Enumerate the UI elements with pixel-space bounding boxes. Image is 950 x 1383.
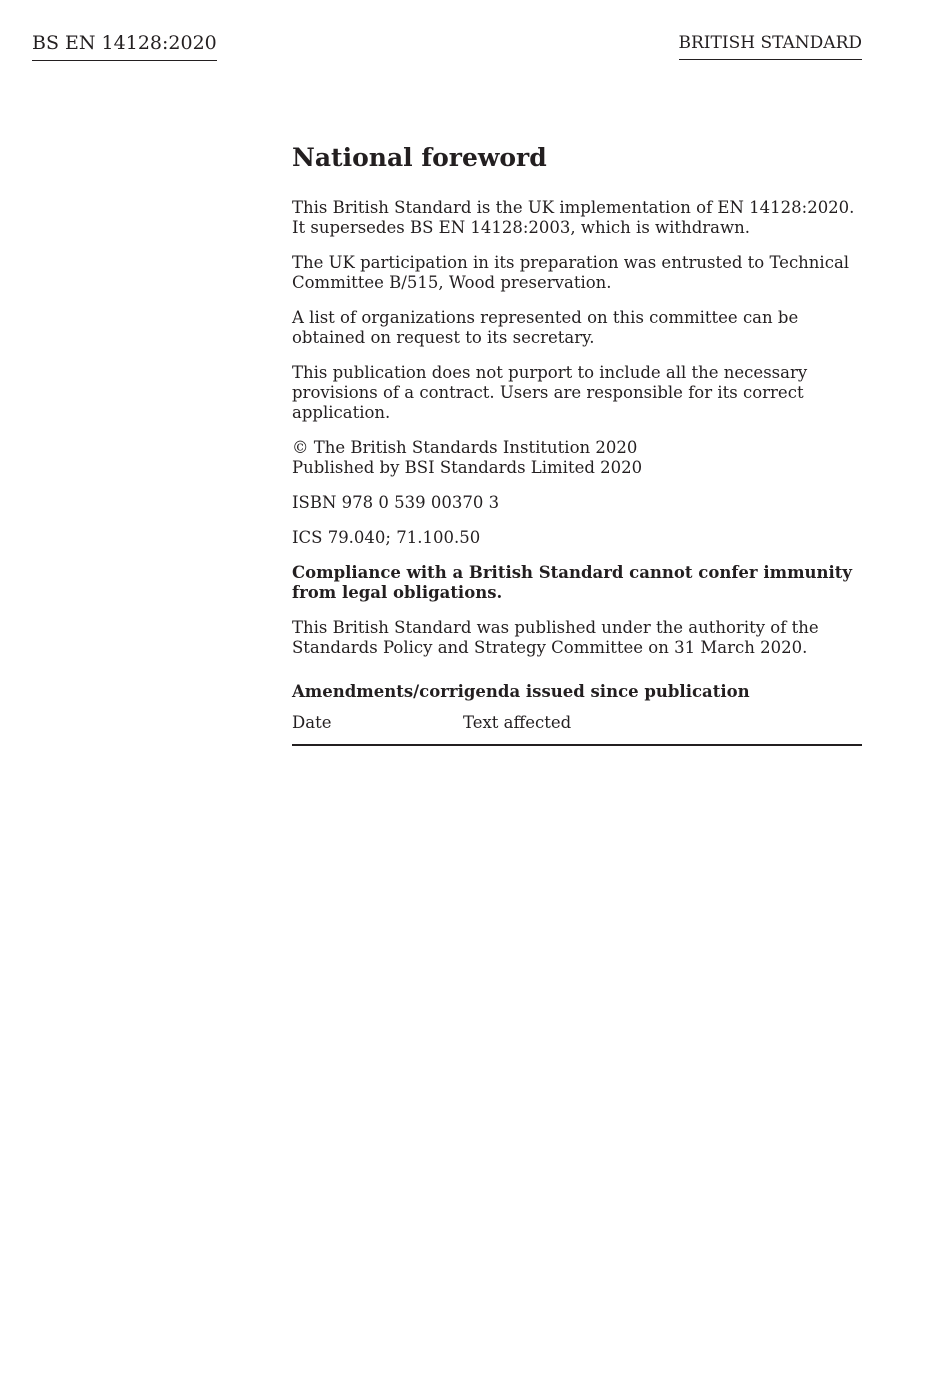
running-head-category: BRITISH STANDARD: [679, 32, 862, 60]
amendments-column-text-affected: Text affected: [463, 713, 572, 732]
compliance-statement: Compliance with a British Standard cannot confer immunity from legal obligations.: [292, 563, 853, 602]
copyright-block: [292, 438, 862, 478]
committee-paragraph: The UK participation in its preparation was entrusted to Technical Committee B/515, Wood preservation.: [292, 253, 850, 292]
national-foreword-section: [292, 140, 862, 746]
page-title: National foreword: [292, 143, 547, 172]
ics-line: ICS 79.040; 71.100.50: [292, 528, 481, 547]
amendments-table-header: [292, 713, 862, 746]
authority-paragraph: This British Standard was published under the authority of the Standards Policy and Strategy Committee on 31 March 2020.: [292, 618, 819, 657]
amendments-column-date: Date: [292, 713, 332, 732]
publisher-line: Published by BSI Standards Limited 2020: [292, 458, 643, 477]
implementation-paragraph: This British Standard is the UK implementation of EN 14128:2020. It supersedes BS EN 14128:2003, which is withdrawn.: [292, 198, 855, 237]
isbn-line: ISBN 978 0 539 00370 3: [292, 493, 500, 512]
provisions-paragraph: This publication does not purport to include all the necessary provisions of a contract. Users are responsible for its correct application.: [292, 363, 808, 422]
amendments-heading: Amendments/corrigenda issued since publication: [292, 682, 750, 701]
organizations-paragraph: A list of organizations represented on this committee can be obtained on request to its secretary.: [292, 308, 799, 347]
copyright-line: © The British Standards Institution 2020: [292, 438, 638, 457]
running-head-doc-id: BS EN 14128:2020: [32, 31, 217, 61]
